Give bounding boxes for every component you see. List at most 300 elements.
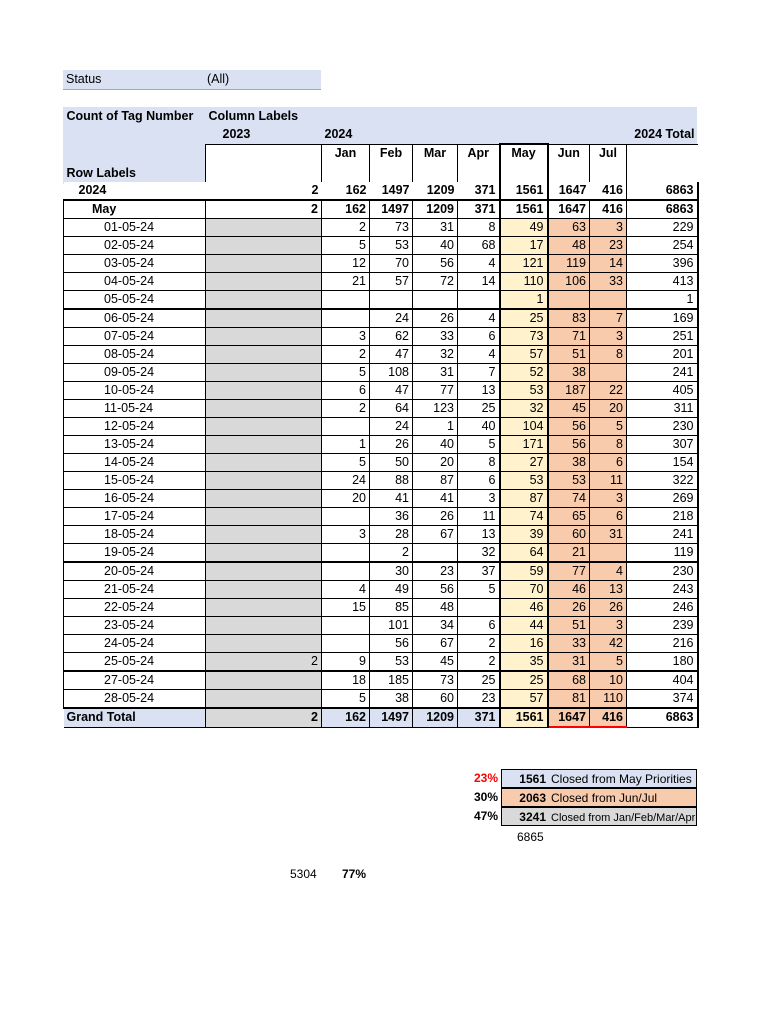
- cell-2023: [206, 291, 322, 310]
- cell-2023: [206, 346, 322, 364]
- cell-total: 404: [627, 671, 698, 690]
- row-date-label: 03-05-24: [64, 255, 206, 273]
- cell-feb: 53: [370, 237, 413, 255]
- cell-apr: 32: [458, 544, 500, 563]
- cell-apr: 25: [458, 400, 500, 418]
- cell-apr: [458, 599, 500, 617]
- cell-jan: [322, 635, 370, 653]
- cell-jul: 11: [590, 472, 627, 490]
- cell-feb: 64: [370, 400, 413, 418]
- cell-jun: 48: [548, 237, 590, 255]
- cell-jan: 15: [322, 599, 370, 617]
- year-row-label: 2024: [64, 182, 206, 200]
- cell-2023: [206, 328, 322, 346]
- cell-feb: 57: [370, 273, 413, 291]
- cell-total: 241: [627, 526, 698, 544]
- table-row: [64, 562, 698, 581]
- table-row: [64, 671, 698, 690]
- row-date-label: 05-05-24: [64, 291, 206, 310]
- cell-jun: 81: [548, 690, 590, 709]
- cell-2023: 2: [206, 182, 322, 200]
- filter-value[interactable]: (All): [207, 72, 230, 86]
- cell-mar: 45: [413, 653, 458, 672]
- cell-2023: 2: [206, 708, 322, 727]
- cell-total: 6863: [627, 200, 698, 219]
- cell-2023: [206, 490, 322, 508]
- cell-apr: 13: [458, 382, 500, 400]
- cell-total: 396: [627, 255, 698, 273]
- cell-feb: 101: [370, 617, 413, 635]
- cell-may: 70: [500, 581, 548, 599]
- bottom-value: 5304: [290, 867, 317, 881]
- month-header-jul: Jul: [590, 144, 627, 182]
- cell-total: 405: [627, 382, 698, 400]
- count-label: Count of Tag Number: [66, 109, 194, 123]
- table-row: [64, 690, 698, 709]
- cell-apr: 2: [458, 635, 500, 653]
- cell-mar: 1209: [413, 182, 458, 200]
- table-row: [64, 273, 698, 291]
- row-labels-header[interactable]: Row Labels: [66, 166, 136, 180]
- cell-may: 64: [500, 544, 548, 563]
- cell-total: 239: [627, 617, 698, 635]
- cell-may: 35: [500, 653, 548, 672]
- cell-jan: 5: [322, 454, 370, 472]
- cell-jul: 13: [590, 581, 627, 599]
- cell-2023: [206, 237, 322, 255]
- cell-jul: 416: [590, 182, 627, 200]
- cell-2023: [206, 472, 322, 490]
- cell-mar: 87: [413, 472, 458, 490]
- status-filter[interactable]: [63, 70, 321, 90]
- cell-jul: 4: [590, 562, 627, 581]
- cell-jun: 119: [548, 255, 590, 273]
- cell-feb: 24: [370, 418, 413, 436]
- month-row: [64, 200, 698, 219]
- cell-jun: 1647: [548, 708, 590, 727]
- summary-row: [501, 807, 697, 826]
- cell-2023: [206, 255, 322, 273]
- cell-mar: 56: [413, 255, 458, 273]
- cell-jul: 3: [590, 617, 627, 635]
- table-row: [64, 291, 698, 310]
- cell-jan: 6: [322, 382, 370, 400]
- cell-jul: 6: [590, 454, 627, 472]
- cell-feb: 24: [370, 309, 413, 328]
- cell-jan: [322, 291, 370, 310]
- cell-feb: 28: [370, 526, 413, 544]
- month-header-jan: Jan: [322, 144, 370, 182]
- cell-may: 87: [500, 490, 548, 508]
- row-date-label: 12-05-24: [64, 418, 206, 436]
- cell-may: 104: [500, 418, 548, 436]
- cell-mar: 26: [413, 309, 458, 328]
- cell-jul: [590, 544, 627, 563]
- cell-total: 230: [627, 562, 698, 581]
- cell-apr: 4: [458, 255, 500, 273]
- row-date-label: 02-05-24: [64, 237, 206, 255]
- table-row: [64, 490, 698, 508]
- cell-mar: 23: [413, 562, 458, 581]
- row-date-label: 06-05-24: [64, 309, 206, 328]
- cell-mar: 60: [413, 690, 458, 709]
- cell-may: 53: [500, 472, 548, 490]
- cell-jan: 3: [322, 526, 370, 544]
- cell-mar: 77: [413, 382, 458, 400]
- cell-feb: 36: [370, 508, 413, 526]
- cell-feb: 41: [370, 490, 413, 508]
- cell-may: 57: [500, 690, 548, 709]
- cell-may: 171: [500, 436, 548, 454]
- cell-apr: 7: [458, 364, 500, 382]
- row-date-label: 15-05-24: [64, 472, 206, 490]
- cell-jun: 1647: [548, 200, 590, 219]
- cell-jun: 83: [548, 309, 590, 328]
- cell-2023: [206, 454, 322, 472]
- cell-2023: [206, 562, 322, 581]
- cell-jul: 31: [590, 526, 627, 544]
- cell-jul: 33: [590, 273, 627, 291]
- cell-mar: 32: [413, 346, 458, 364]
- cell-jun: 33: [548, 635, 590, 653]
- table-row: [64, 328, 698, 346]
- cell-may: 27: [500, 454, 548, 472]
- cell-jun: 56: [548, 436, 590, 454]
- cell-mar: 123: [413, 400, 458, 418]
- cell-mar: 34: [413, 617, 458, 635]
- cell-jun: 65: [548, 508, 590, 526]
- cell-jul: 110: [590, 690, 627, 709]
- summary-total: 6865: [517, 830, 544, 844]
- summary-text: Closed from Jun/Jul: [551, 791, 658, 805]
- cell-2023: [206, 382, 322, 400]
- cell-total: 311: [627, 400, 698, 418]
- cell-jan: [322, 508, 370, 526]
- cell-may: 44: [500, 617, 548, 635]
- cell-jun: 53: [548, 472, 590, 490]
- month-header-jun: Jun: [548, 144, 590, 182]
- cell-jun: 46: [548, 581, 590, 599]
- cell-jan: 2: [322, 400, 370, 418]
- cell-total: 307: [627, 436, 698, 454]
- cell-mar: [413, 544, 458, 563]
- cell-2023: [206, 219, 322, 237]
- cell-feb: 1497: [370, 200, 413, 219]
- cell-jun: 38: [548, 454, 590, 472]
- row-date-label: 21-05-24: [64, 581, 206, 599]
- cell-total: 216: [627, 635, 698, 653]
- cell-mar: 72: [413, 273, 458, 291]
- total-2024-header: 2024 Total: [634, 127, 695, 142]
- summary-pct: 47%: [473, 809, 498, 823]
- cell-jan: [322, 418, 370, 436]
- cell-jul: 10: [590, 671, 627, 690]
- row-date-label: 16-05-24: [64, 490, 206, 508]
- cell-may: 1561: [500, 708, 548, 727]
- cell-jan: 5: [322, 237, 370, 255]
- year-2023-header: 2023: [222, 127, 251, 142]
- cell-total: 119: [627, 544, 698, 563]
- cell-2023: [206, 671, 322, 690]
- cell-may: 25: [500, 309, 548, 328]
- row-date-label: 18-05-24: [64, 526, 206, 544]
- cell-may: 25: [500, 671, 548, 690]
- cell-2023: [206, 617, 322, 635]
- cell-jun: 68: [548, 671, 590, 690]
- cell-total: 230: [627, 418, 698, 436]
- cell-mar: 33: [413, 328, 458, 346]
- cell-may: 1561: [500, 200, 548, 219]
- cell-may: 39: [500, 526, 548, 544]
- cell-2023: [206, 418, 322, 436]
- month-header-mar: Mar: [413, 144, 458, 182]
- table-row: [64, 472, 698, 490]
- cell-2023: [206, 400, 322, 418]
- cell-jun: 26: [548, 599, 590, 617]
- table-row: [64, 436, 698, 454]
- row-date-label: 23-05-24: [64, 617, 206, 635]
- cell-mar: 40: [413, 237, 458, 255]
- cell-feb: 88: [370, 472, 413, 490]
- row-date-label: 27-05-24: [64, 671, 206, 690]
- table-row: [64, 364, 698, 382]
- cell-total: 201: [627, 346, 698, 364]
- cell-feb: 47: [370, 346, 413, 364]
- cell-jun: 31: [548, 653, 590, 672]
- cell-total: 241: [627, 364, 698, 382]
- cell-2023: [206, 508, 322, 526]
- row-date-label: 13-05-24: [64, 436, 206, 454]
- table-row: [64, 237, 698, 255]
- cell-apr: 40: [458, 418, 500, 436]
- cell-jul: 5: [590, 418, 627, 436]
- cell-jul: 22: [590, 382, 627, 400]
- cell-apr: 6: [458, 472, 500, 490]
- cell-total: 374: [627, 690, 698, 709]
- cell-feb: [370, 291, 413, 310]
- cell-apr: 68: [458, 237, 500, 255]
- cell-jul: 416: [590, 708, 627, 727]
- bottom-pct: 77%: [342, 867, 367, 881]
- cell-jul: 23: [590, 237, 627, 255]
- cell-apr: 371: [458, 708, 500, 727]
- cell-apr: 4: [458, 309, 500, 328]
- row-date-label: 20-05-24: [64, 562, 206, 581]
- cell-feb: 49: [370, 581, 413, 599]
- table-row: [64, 508, 698, 526]
- month-header-apr: Apr: [458, 144, 500, 182]
- cell-feb: 53: [370, 653, 413, 672]
- cell-2023: [206, 581, 322, 599]
- cell-apr: 6: [458, 328, 500, 346]
- cell-may: 32: [500, 400, 548, 418]
- cell-apr: 2: [458, 653, 500, 672]
- cell-jun: [548, 291, 590, 310]
- cell-mar: 20: [413, 454, 458, 472]
- cell-jan: [322, 617, 370, 635]
- cell-jan: 2: [322, 219, 370, 237]
- cell-apr: 5: [458, 436, 500, 454]
- cell-may: 52: [500, 364, 548, 382]
- cell-jan: 18: [322, 671, 370, 690]
- cell-2023: [206, 273, 322, 291]
- row-date-label: 28-05-24: [64, 690, 206, 709]
- cell-jan: 9: [322, 653, 370, 672]
- cell-2023: [206, 635, 322, 653]
- cell-feb: 47: [370, 382, 413, 400]
- cell-total: 229: [627, 219, 698, 237]
- cell-feb: 30: [370, 562, 413, 581]
- cell-jun: 71: [548, 328, 590, 346]
- cell-apr: 6: [458, 617, 500, 635]
- cell-may: 57: [500, 346, 548, 364]
- cell-may: 110: [500, 273, 548, 291]
- cell-mar: 1209: [413, 708, 458, 727]
- table-row: [64, 346, 698, 364]
- summary-pct: 23%: [473, 771, 498, 785]
- cell-feb: 108: [370, 364, 413, 382]
- cell-jun: 38: [548, 364, 590, 382]
- cell-jul: 416: [590, 200, 627, 219]
- cell-may: 74: [500, 508, 548, 526]
- cell-apr: 37: [458, 562, 500, 581]
- cell-jul: 8: [590, 436, 627, 454]
- summary-text: Closed from Jan/Feb/Mar/Apr: [551, 812, 696, 824]
- cell-jun: 187: [548, 382, 590, 400]
- cell-jul: 7: [590, 309, 627, 328]
- cell-feb: 185: [370, 671, 413, 690]
- cell-apr: 4: [458, 346, 500, 364]
- cell-apr: 13: [458, 526, 500, 544]
- summary-value: 1561: [519, 772, 546, 786]
- cell-jul: 26: [590, 599, 627, 617]
- cell-total: 269: [627, 490, 698, 508]
- cell-may: 49: [500, 219, 548, 237]
- cell-apr: 5: [458, 581, 500, 599]
- cell-apr: 371: [458, 200, 500, 219]
- row-date-label: 24-05-24: [64, 635, 206, 653]
- cell-mar: 48: [413, 599, 458, 617]
- cell-mar: 1: [413, 418, 458, 436]
- cell-2023: 2: [206, 653, 322, 672]
- year-2023-month-cell: [206, 144, 322, 182]
- table-row: [64, 400, 698, 418]
- row-date-label: 11-05-24: [64, 400, 206, 418]
- summary-row: [501, 769, 697, 788]
- cell-2023: [206, 544, 322, 563]
- cell-total: 413: [627, 273, 698, 291]
- cell-jun: 56: [548, 418, 590, 436]
- table-row: [64, 526, 698, 544]
- table-row: [64, 454, 698, 472]
- cell-total: 243: [627, 581, 698, 599]
- cell-jan: 1: [322, 436, 370, 454]
- cell-apr: 371: [458, 182, 500, 200]
- month-header-feb: Feb: [370, 144, 413, 182]
- summary-value: 3241: [519, 810, 546, 824]
- year-row: [64, 182, 698, 200]
- cell-apr: 8: [458, 219, 500, 237]
- row-date-label: 22-05-24: [64, 599, 206, 617]
- cell-2023: 2: [206, 200, 322, 219]
- cell-total: 251: [627, 328, 698, 346]
- grand-total-label: Grand Total: [64, 708, 206, 727]
- table-row: [64, 617, 698, 635]
- cell-total: 1: [627, 291, 698, 310]
- cell-jun: 63: [548, 219, 590, 237]
- total-header-cell: [627, 144, 698, 182]
- cell-may: 1561: [500, 182, 548, 200]
- cell-apr: 3: [458, 490, 500, 508]
- cell-jan: 5: [322, 364, 370, 382]
- table-row: [64, 418, 698, 436]
- cell-mar: 41: [413, 490, 458, 508]
- cell-jan: 4: [322, 581, 370, 599]
- cell-jul: 3: [590, 328, 627, 346]
- row-date-label: 19-05-24: [64, 544, 206, 563]
- cell-jun: 1647: [548, 182, 590, 200]
- cell-total: 6863: [627, 182, 698, 200]
- cell-jan: 12: [322, 255, 370, 273]
- year-2024-header: 2024: [324, 127, 353, 142]
- cell-jun: 51: [548, 617, 590, 635]
- row-date-label: 08-05-24: [64, 346, 206, 364]
- row-date-label: 14-05-24: [64, 454, 206, 472]
- row-date-label: 10-05-24: [64, 382, 206, 400]
- cell-total: 218: [627, 508, 698, 526]
- cell-total: 154: [627, 454, 698, 472]
- cell-feb: 62: [370, 328, 413, 346]
- row-date-label: 07-05-24: [64, 328, 206, 346]
- cell-jun: 60: [548, 526, 590, 544]
- summary-pct: 30%: [473, 790, 498, 804]
- cell-jun: 74: [548, 490, 590, 508]
- cell-total: 6863: [627, 708, 698, 727]
- cell-apr: 23: [458, 690, 500, 709]
- cell-2023: [206, 599, 322, 617]
- cell-mar: 67: [413, 526, 458, 544]
- cell-may: 17: [500, 237, 548, 255]
- cell-feb: 38: [370, 690, 413, 709]
- table-row: [64, 382, 698, 400]
- summary-value: 2063: [519, 791, 546, 805]
- cell-feb: 1497: [370, 182, 413, 200]
- cell-jun: 77: [548, 562, 590, 581]
- cell-jul: [590, 364, 627, 382]
- month-header-may: May: [500, 144, 548, 182]
- cell-jun: 51: [548, 346, 590, 364]
- cell-jun: 106: [548, 273, 590, 291]
- cell-mar: 40: [413, 436, 458, 454]
- cell-jun: 45: [548, 400, 590, 418]
- column-labels[interactable]: Column Labels: [208, 109, 299, 123]
- cell-feb: 70: [370, 255, 413, 273]
- cell-mar: 31: [413, 364, 458, 382]
- cell-may: 73: [500, 328, 548, 346]
- row-date-label: 01-05-24: [64, 219, 206, 237]
- table-row: [64, 255, 698, 273]
- cell-may: 53: [500, 382, 548, 400]
- cell-feb: 73: [370, 219, 413, 237]
- cell-jul: 3: [590, 490, 627, 508]
- cell-feb: 2: [370, 544, 413, 563]
- cell-apr: 8: [458, 454, 500, 472]
- table-row: [64, 219, 698, 237]
- table-row: [64, 599, 698, 617]
- cell-feb: 1497: [370, 708, 413, 727]
- cell-jan: 20: [322, 490, 370, 508]
- cell-2023: [206, 526, 322, 544]
